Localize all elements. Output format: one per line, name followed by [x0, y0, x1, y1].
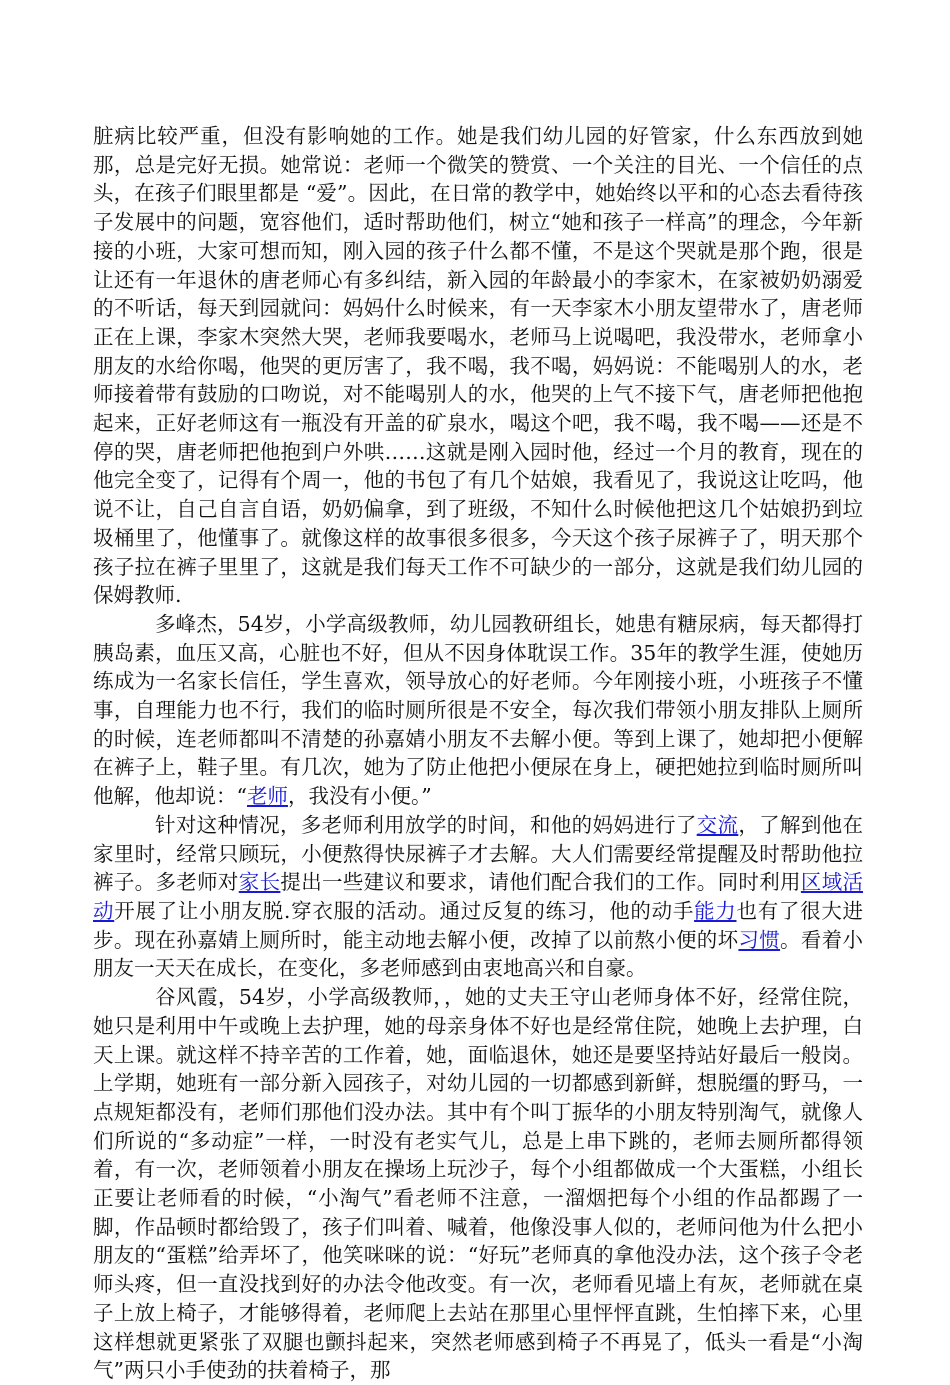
paragraph-4-text: 谷风霞，54岁，小学高级教师，，她的丈夫王守山老师身体不好，经常住院，她只是利用中午或晚上去护理，她的母亲身体不好也是经常住院，她晚上去护理，白天上课。就这样不持辛苦的工作着，她，面临退休，她还是要坚持站好最后一般岗。上学期，她班有一部分新入园孩子，对幼儿园的一切都感到新鲜，想脱缰的野马，一点规矩都没有，老师们那他们没办法。其中有个叫丁振华的小朋友特别淘气，就像人们所说的“多动症”一样，一时没有老实气儿，总是上串下跳的，老师去厕所都得领着，有一次，老师领着小朋友在操场上玩沙子，每个小组都做成一个大蛋糕，小组长正要让老师看的时候，“小淘气”看老师不注意，一溜烟把每个小组的作品都踢了一脚，作品顿时都给毁了，孩子们叫着、喊着，他像没事人似的，老师问他为什么把小朋友的“蛋糕”给弄坏了，他笑咪咪的说：“好玩”老师真的拿他没办法，这个孩子令老师头疼，但一直没找到好的办法令他改变。有一次，老师看见墙上有灰，老师就在桌子上放上椅子，才能够得着，老师爬上去站在那里心里怦怦直跳，生怕摔下来，心里这样想就更紧张了双腿也颤抖起来，突然老师感到椅子不再晃了，低头一看是“小淘气”两只小手使劲的扶着椅子，那	[93, 985, 863, 1383]
paragraph-2	[93, 610, 863, 811]
paragraph-3-text-d: 开展了让小朋友脱.穿衣服的活动。通过反复的练习，他的动手	[114, 898, 695, 923]
link-habit[interactable]: 习惯	[738, 927, 781, 952]
paragraph-3-text-a: 针对这种情况，多老师利用放学的时间，和他的妈妈进行了	[155, 812, 697, 837]
paragraph-1-text: 脏病比较严重，但没有影响她的工作。她是我们幼儿园的好管家，什么东西放到她那，总是完好无损。她常说：老师一个微笑的赞赏、一个关注的目光、一个信任的点头，在孩子们眼里都是 “爱”。因此，在日常的教学中，她始终以平和的心态去看待孩子发展中的问题，宽容他们，适时帮助他们，树立“她和孩子一样高”的理念，今年新接的小班，大家可想而知，刚入园的孩子什么都不懂，不是这个哭就是那个跑，很是让还有一年退休的唐老师心有多纠结，新入园的年龄最小的李家木，在家被奶奶溺爱的不听话，每天到园就问：妈妈什么时候来，有一天李家木小朋友望带水了，唐老师正在上课，李家木突然大哭，老师我要喝水，老师马上说喝吧，我没带水，老师拿小朋友的水给你喝，他哭的更厉害了，我不喝，我不喝，妈妈说：不能喝别人的水，老师接着带有鼓励的口吻说，对不能喝别人的水，他哭的上气不接下气，唐老师把他抱起来，正好老师这有一瓶没有开盖的矿泉水，喝这个吧，我不喝，我不喝——还是不停的哭，唐老师把他抱到户外哄……这就是刚入园时他，经过一个月的教育，现在的他完全变了，记得有个周一，他的书包了有几个姑娘，我看见了，我说这让吃吗，他说不让，自己自言自语，奶奶偏拿，到了班级，不知什么时候他把这几个姑娘扔到垃圾桶里了，他懂事了。就像这样的故事很多很多，今天这个孩子尿裤子了，明天那个孩子拉在裤子里里了，这就是我们每天工作不可缺少的一部分，这就是我们幼儿园的保姆教师.	[93, 124, 863, 608]
link-area-activity[interactable]: 区域活动	[93, 870, 864, 923]
document-body	[93, 122, 863, 1385]
paragraph-3-text-c: 提出一些建议和要求，请他们配合我们的工作。同时利用	[280, 870, 801, 895]
paragraph-3-text-f: 。看着小朋友一天天在成长，在变化，多老师感到由衷地高兴和自豪。	[93, 927, 864, 981]
paragraph-3-text-e: 也有了很大进步。现在孙嘉婧上厕所时，能主动地去解小便，改掉了以前熬小便的坏	[93, 898, 864, 952]
link-ability[interactable]: 能力	[694, 898, 737, 923]
paragraph-3-text-b: ，了解到他在家里时，经常只顾玩，小便熬得快尿裤子才去解。大人们需要经常提醒及时帮助他拉裤子。多老师对	[93, 812, 864, 895]
paragraph-4	[93, 983, 863, 1385]
paragraph-2-end-text: ，我没有小便。”	[287, 784, 432, 809]
link-communication[interactable]: 交流	[696, 812, 739, 837]
paragraph-2-text: 多峰杰，54岁，小学高级教师，幼儿园教研组长，她患有糖尿病，每天都得打胰岛素，血压又高，心脏也不好，但从不因身体耽误工作。35年的教学生涯，使她历练成为一名家长信任，学生喜欢，领导放心的好老师。今年刚接小班，小班孩子不懂事，自理能力也不行，我们的临时厕所很是不安全，每次我们带领小朋友排队上厕所的时候，连老师都叫不清楚的孙嘉婧小朋友不去解小便。等到上课了，她却把小便解在裤子上，鞋子里。有几次，她为了防止他把小便尿在身上，硬把她拉到临时厕所叫他解，他却说：“	[93, 611, 863, 809]
paragraph-1	[93, 122, 863, 610]
link-teacher[interactable]: 老师	[246, 784, 288, 809]
paragraph-3	[93, 811, 863, 983]
link-parents[interactable]: 家长	[238, 870, 281, 895]
